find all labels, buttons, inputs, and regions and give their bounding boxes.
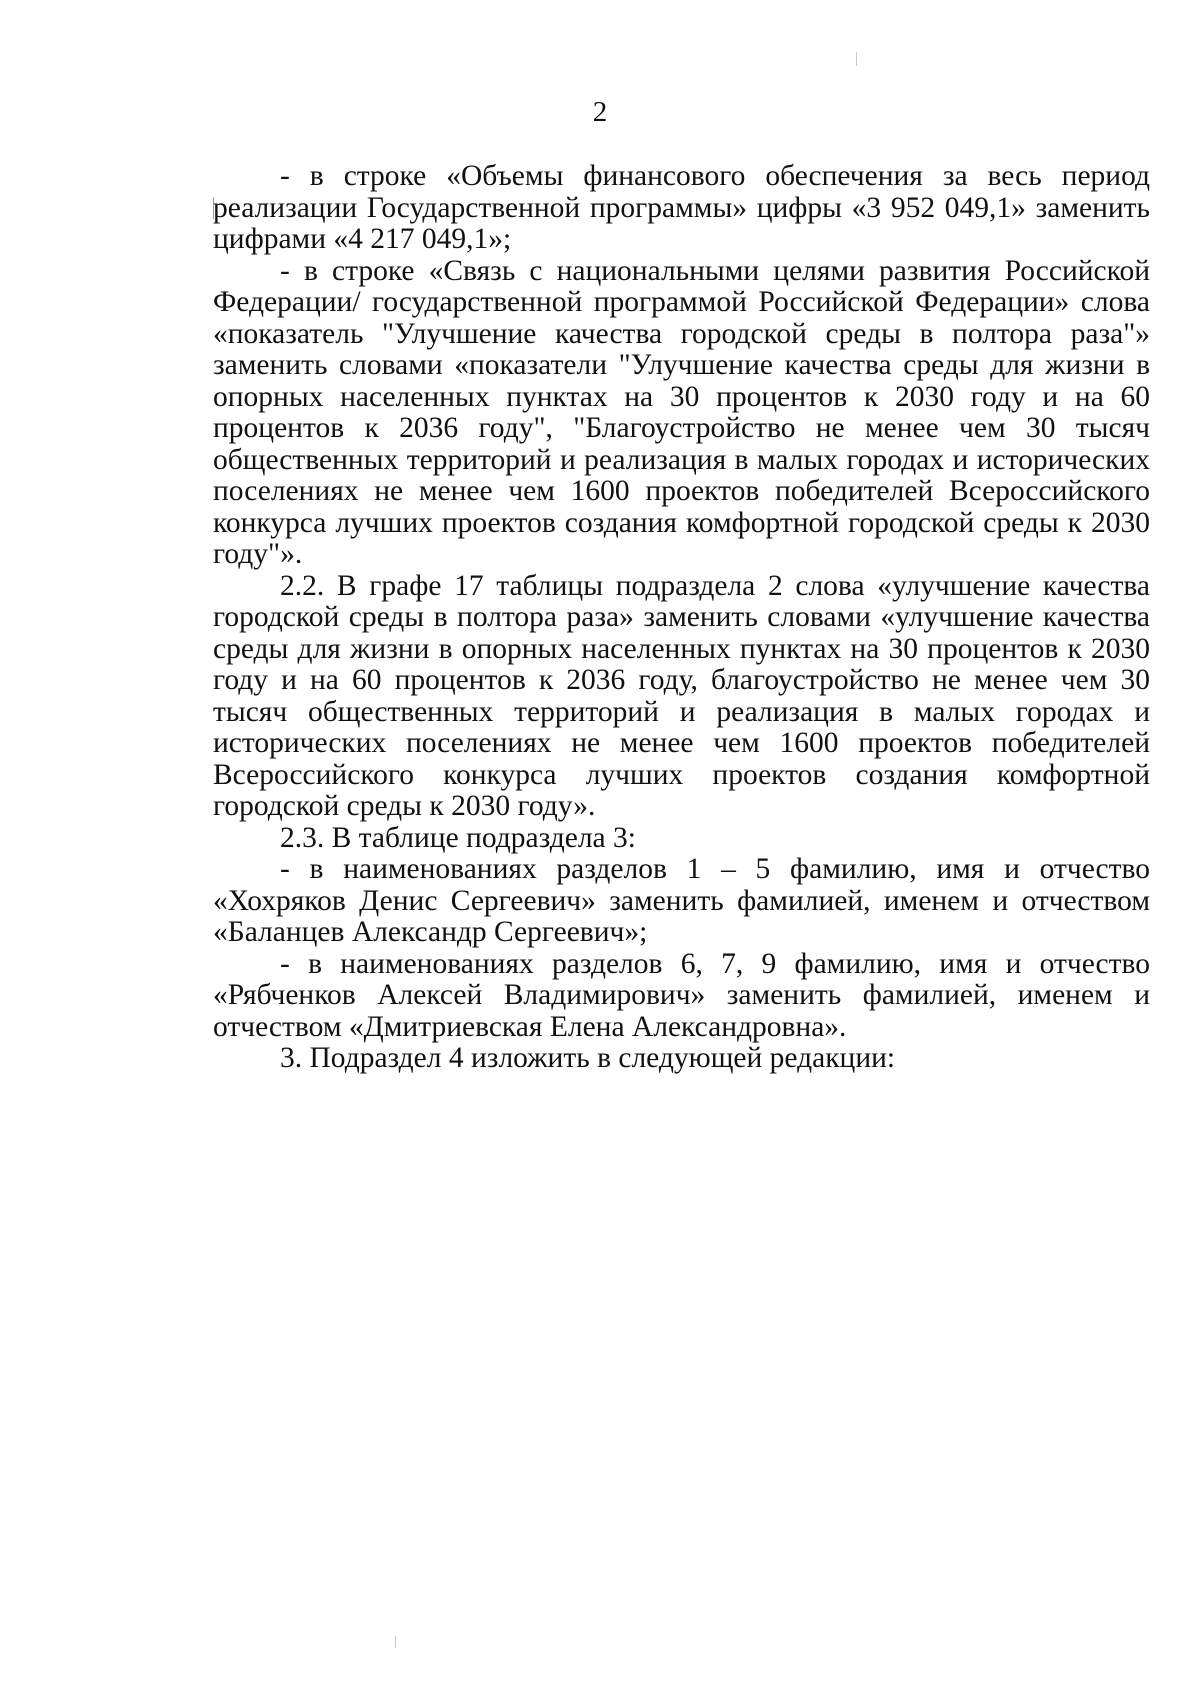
paragraph-sections-6-7-9: - в наименованиях разделов 6, 7, 9 фамилию, имя и отчество «Рябченков Алексей Владимирович» заменить фамилией, именем и отчеством «Дмитриевская Елена Александровна». [213, 947, 1150, 1043]
paragraph-2-3: 2.3. В таблице подраздела 3: [280, 821, 636, 854]
document-body [213, 161, 1150, 1075]
paragraph-national-goals: - в строке «Связь с национальными целями развития Российской Федерации/ государственной программой Российской Федерации» слова «показатель "Улучшение качества городской среды в полтора раза"» заменить словами «показатели "Улучшение качества среды для жизни в опорных населенных пунктах на 30 процентов к 2030 году и на 60 процентов к 2036 году", "Благоустройство не менее чем 30 тысяч общественных территорий и реализация в малых городах и исторических поселениях не менее чем 1600 проектов победителей Всероссийского конкурса лучших проектов создания комфортной городской среды к 2030 году"». [213, 254, 1150, 570]
scan-mark [856, 52, 857, 66]
paragraph-sections-1-5: - в наименованиях разделов 1 – 5 фамилию, имя и отчество «Хохряков Денис Сергеевич» заменить фамилией, именем и отчеством «Баланцев Александр Сергеевич»; [213, 853, 1150, 948]
paragraph-3: 3. Подраздел 4 изложить в следующей редакции: [280, 1042, 896, 1074]
paragraph-financing-volume: - в строке «Объемы финансового обеспечения за весь период реализации Государственной программы» цифры «3 952 049,1» заменить цифрами «4 217 049,1»; [213, 160, 1150, 255]
scan-mark [395, 1636, 396, 1648]
page-number: 2 [592, 96, 608, 128]
paragraph-2-2: 2.2. В графе 17 таблицы подраздела 2 слова «улучшение качества городской среды в полтора раза» заменить словами «улучшение качества среды для жизни в опорных населенных пунктах на 30 процентов к 2030 году и на 60 процентов к 2036 году, благоустройство не менее чем 30 тысяч общественных территорий и реализация в малых городах и исторических поселениях не менее чем 1600 проектов победителей Всероссийского конкурса лучших проектов создания комфортной городской среды к 2030 году». [213, 569, 1150, 822]
